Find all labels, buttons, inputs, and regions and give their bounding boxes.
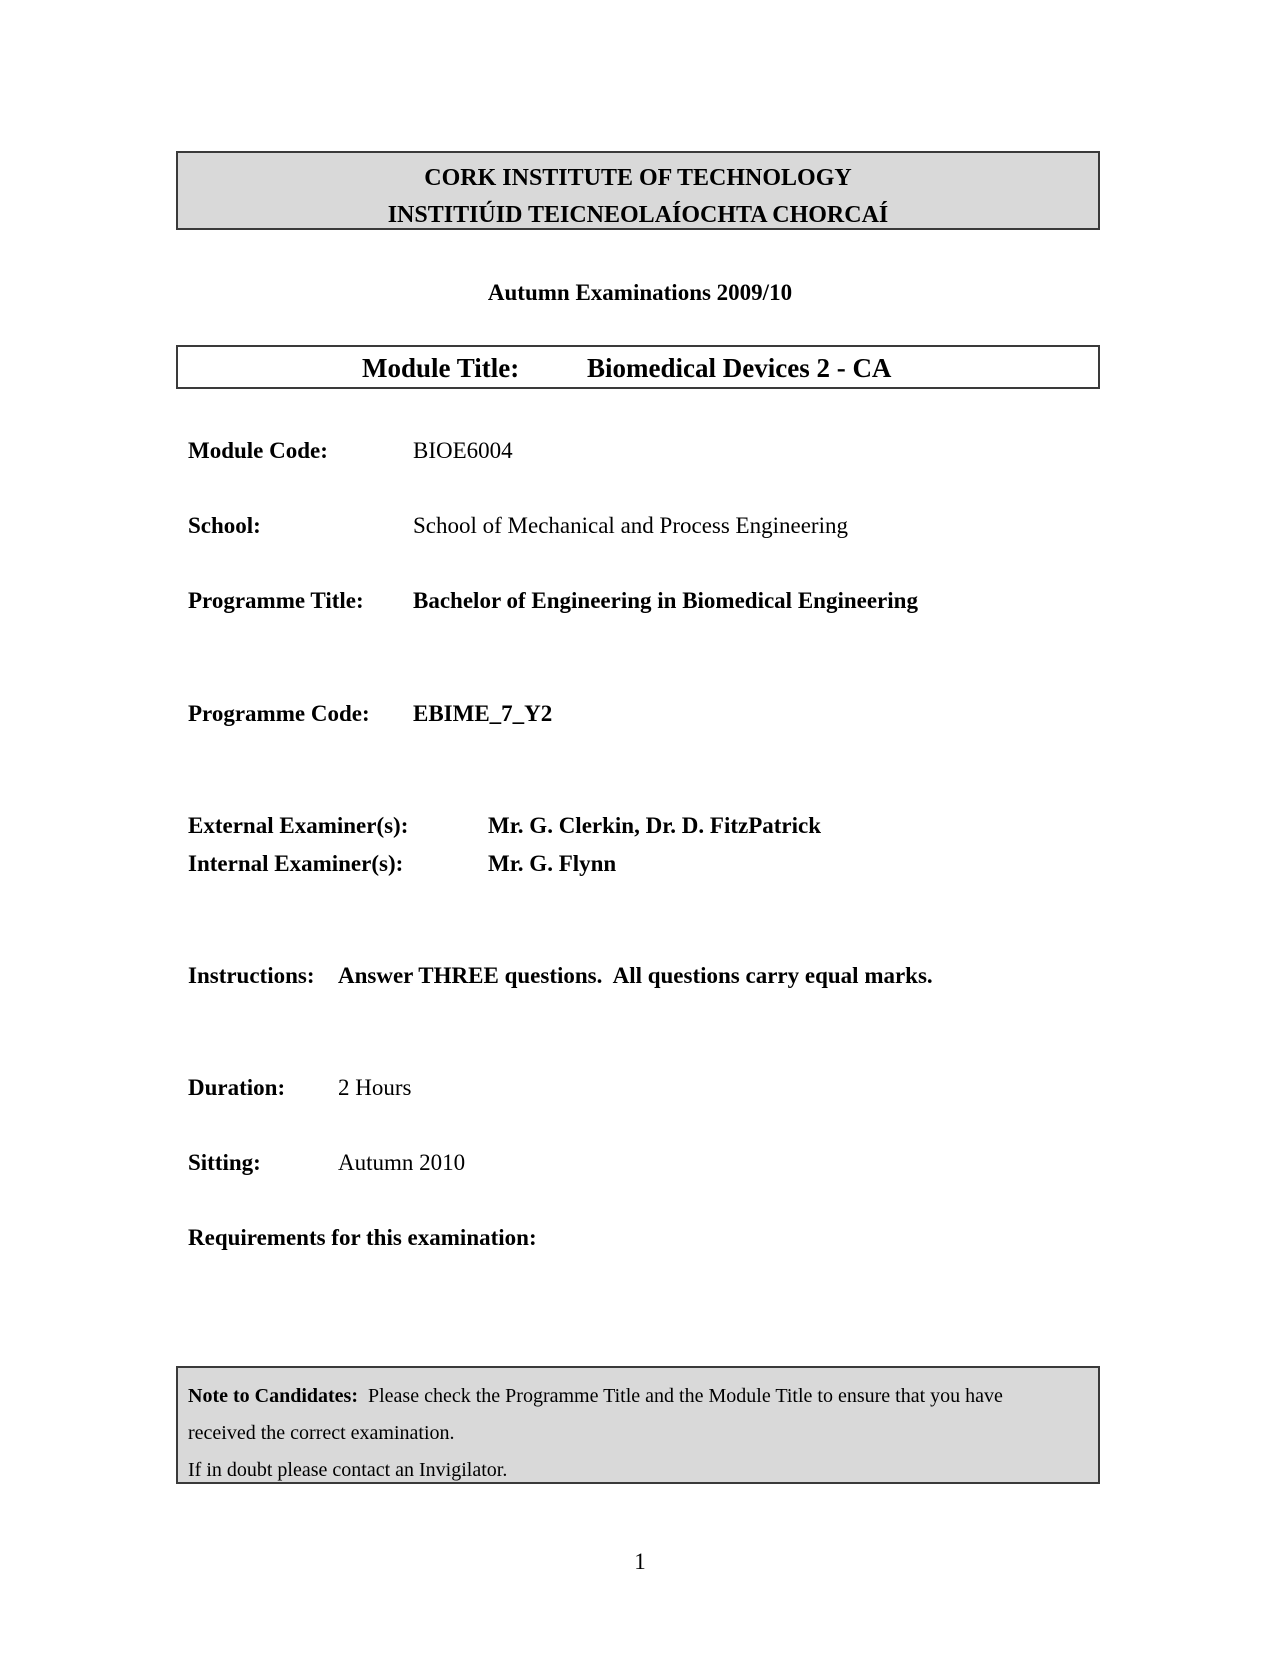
requirements-label: Requirements for this examination: [188,1225,537,1250]
module-title-box [176,345,1100,389]
instructions-label: Instructions: [188,963,315,988]
school-label: School: [188,513,261,538]
note-label: Note to Candidates: [188,1385,358,1407]
school-value: School of Mechanical and Process Engineering [413,513,848,538]
institution-name-english: CORK INSTITUTE OF TECHNOLOGY [424,165,852,191]
note-to-candidates [176,1366,1100,1484]
module-code-value: BIOE6004 [413,438,513,463]
note-text-3: If in doubt please contact an Invigilator. [188,1459,508,1481]
institution-name-irish: INSTITIÚID TEICNEOLAÍOCHTA CHORCAÍ [387,202,889,228]
programme-title-label: Programme Title: [188,588,364,613]
page-number: 1 [634,1549,646,1574]
programme-title-value: Bachelor of Engineering in Biomedical Engineering [413,588,918,613]
module-title-value: Biomedical Devices 2 - CA [587,353,892,383]
note-line-1 [188,1384,1003,1408]
external-examiner-value: Mr. G. Clerkin, Dr. D. FitzPatrick [488,813,822,838]
exam-session: Autumn Examinations 2009/10 [487,280,793,305]
module-title-label: Module Title: [362,353,520,383]
programme-code-label: Programme Code: [188,701,370,726]
note-text-1: Please check the Programme Title and the Module Title to ensure that you have [368,1385,1003,1407]
institution-header [176,151,1100,230]
duration-value: 2 Hours [338,1075,412,1100]
internal-examiner-value: Mr. G. Flynn [488,851,617,876]
sitting-label: Sitting: [188,1150,261,1175]
module-code-label: Module Code: [188,438,328,463]
duration-label: Duration: [188,1075,286,1100]
instructions-value: Answer THREE questions. All questions carry equal marks. [338,963,933,988]
external-examiner-label: External Examiner(s): [188,813,409,838]
note-text-2: received the correct examination. [188,1422,455,1444]
programme-code-value: EBIME_7_Y2 [413,701,553,726]
internal-examiner-label: Internal Examiner(s): [188,851,404,876]
sitting-value: Autumn 2010 [338,1150,466,1175]
